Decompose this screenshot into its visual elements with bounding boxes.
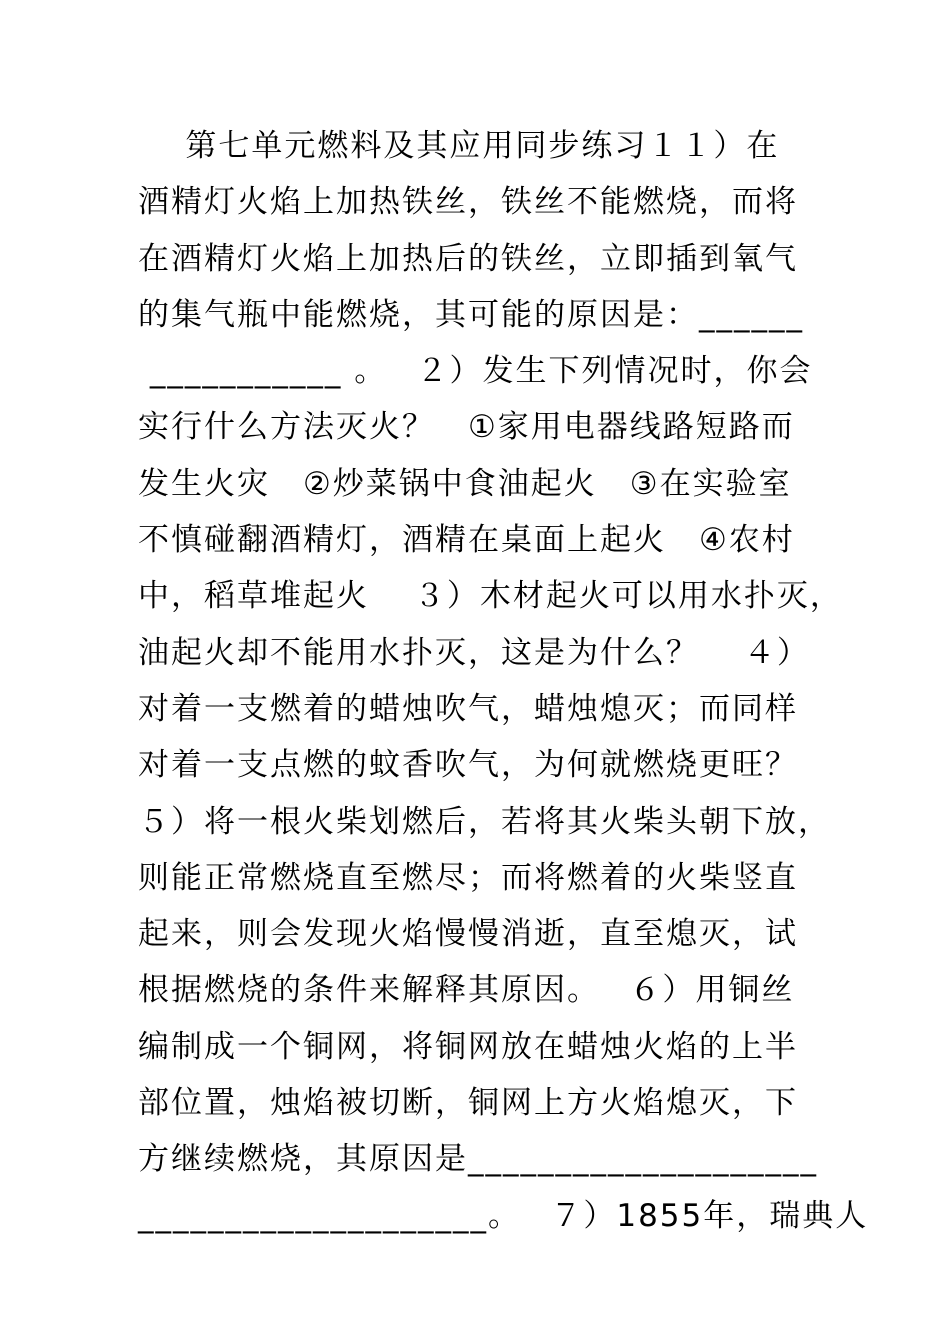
text-line: 方继续燃烧，其原因是____________________: [138, 1141, 818, 1178]
text-line: 在酒精灯火焰上加热后的铁丝，立即插到氧气: [138, 240, 798, 277]
text-line: 对着一支燃着的蜡烛吹气，蜡烛熄灭；而同样: [138, 690, 798, 727]
text-line: 部位置，烛焰被切断，铜网上方火焰熄灭，下: [138, 1085, 798, 1122]
text-line: ５）将一根火柴划燃后，若将其火柴头朝下放，: [138, 803, 831, 840]
text-line: 的集气瓶中能燃烧，其可能的原因是：______: [138, 296, 804, 333]
text-line: 根据燃烧的条件来解释其原因。 ６）用铜丝: [138, 972, 795, 1009]
text-line: 酒精灯火焰上加热铁丝，铁丝不能燃烧，而将: [138, 184, 798, 221]
text-line: 第七单元燃料及其应用同步练习１１）在: [138, 128, 780, 164]
text-line: 实行什么方法灭火？ ①家用电器线路短路而: [138, 409, 795, 446]
text-line: ___________ 。 ２）发生下列情况时，你会: [138, 353, 813, 390]
text-line: 油起火却不能用水扑灭，这是为什么？ ４）: [138, 634, 810, 671]
text-line: 则能正常燃烧直至燃尽；而将燃着的火柴竖直: [138, 859, 798, 896]
text-line: 对着一支点燃的蚊香吹气，为何就燃烧更旺？: [138, 747, 798, 784]
text-line: ____________________。 ７）1855年，瑞典人: [138, 1197, 869, 1234]
text-line: 中，稻草堆起火 ３）木材起火可以用水扑灭，: [138, 578, 843, 615]
text-line: 发生火灾 ②炒菜锅中食油起火 ③在实验室: [138, 465, 792, 502]
text-line: 不慎碰翻酒精灯，酒精在桌面上起火 ④农村: [138, 522, 795, 559]
text-line: 编制成一个铜网，将铜网放在蜡烛火焰的上半: [138, 1028, 798, 1065]
text-line: 起来，则会发现火焰慢慢消逝，直至熄灭，试: [138, 916, 798, 953]
exercise-text: [138, 118, 869, 1244]
